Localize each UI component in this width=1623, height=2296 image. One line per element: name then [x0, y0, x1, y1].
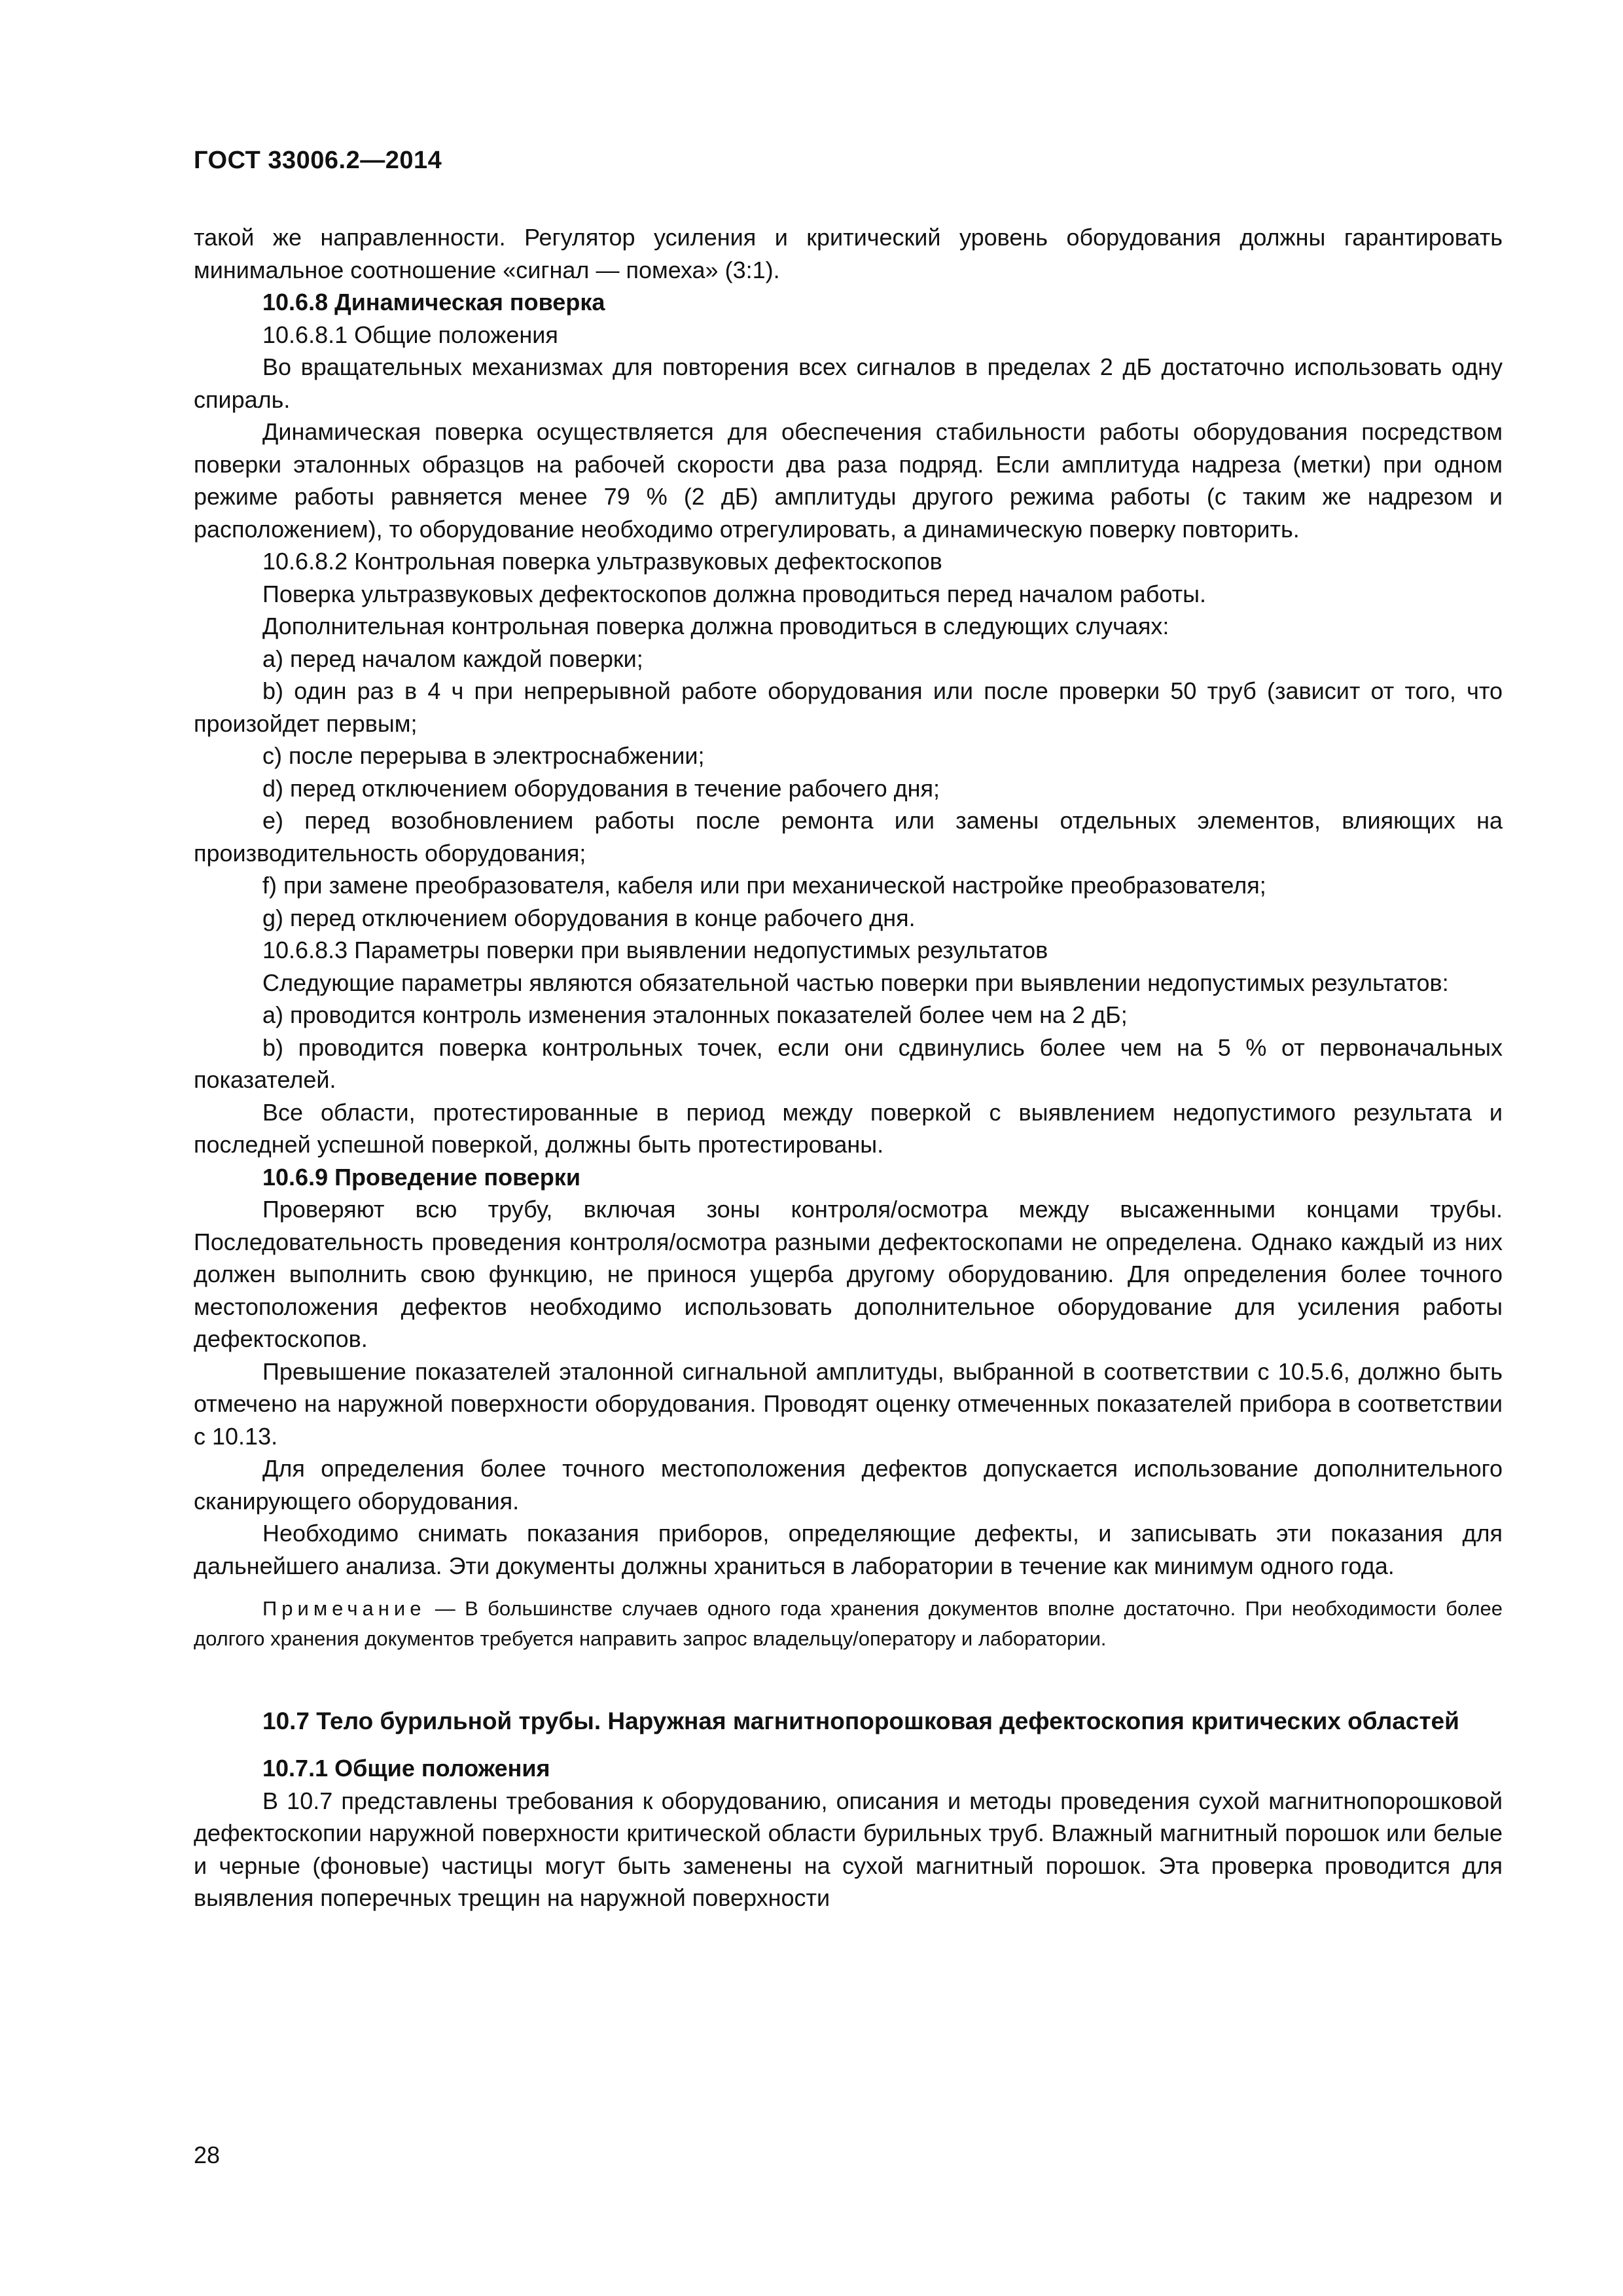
heading-10-6-8-3: 10.6.8.3 Параметры поверки при выявлении недопустимых результатов — [262, 937, 1048, 963]
paragraph: Во вращательных механизмах для повторения всех сигналов в пределах 2 дБ достаточно использовать одну спираль. — [194, 353, 1503, 413]
list-item: c) после перерыва в электроснабжении; — [262, 742, 705, 769]
note — [194, 1594, 1503, 1654]
document-body — [194, 221, 1503, 1914]
list-item: b) проводится поверка контрольных точек, если они сдвинулись более чем на 5 % от первоначальных показателей. — [194, 1033, 1503, 1093]
paragraph: Следующие параметры являются обязательной частью поверки при выявлении недопустимых результатов: — [262, 969, 1449, 996]
paragraph: Превышение показателей эталонной сигнальной амплитуды, выбранной в соответствии с 10.5.6, должно быть отмечено на наружной поверхности оборудования. Проводят оценку отмеченных показателей прибора в соответствии с 10.13. — [194, 1357, 1503, 1450]
paragraph: такой же направленности. Регулятор усиления и критический уровень оборудования должны гарантировать минимальное соотношение «сигнал — помеха» (3:1). — [194, 224, 1503, 283]
paragraph: Дополнительная контрольная поверка должна проводиться в следующих случаях: — [262, 613, 1169, 639]
paragraph: Поверка ультразвуковых дефектоскопов должна проводиться перед началом работы. — [262, 580, 1206, 607]
paragraph: Для определения более точного местоположения дефектов допускается использование дополнительного сканирующего оборудования. — [194, 1455, 1503, 1515]
standard-header: ГОСТ 33006.2—2014 — [194, 147, 442, 174]
list-item: e) перед возобновлением работы после ремонта или замены отдельных элементов, влияющих на производительность оборудования; — [194, 807, 1503, 867]
note-label: Примечание — [262, 1597, 426, 1620]
list-item: g) перед отключением оборудования в конце рабочего дня. — [262, 904, 916, 931]
paragraph: Необходимо снимать показания приборов, определяющие дефекты, и записывать эти показания для дальнейшего анализа. Эти документы должны храниться в лаборатории в течение как минимум одного года. — [194, 1520, 1503, 1579]
heading-10-6-8-1: 10.6.8.1 Общие положения — [262, 321, 558, 348]
paragraph: Все области, протестированные в период между поверкой с выявлением недопустимого результата и последней успешной поверкой, должны быть протестированы. — [194, 1098, 1503, 1158]
paragraph: Динамическая поверка осуществляется для обеспечения стабильности работы оборудования посредством поверки эталонных образцов на рабочей скорости два раза подряд. Если амплитуда надреза (метки) при одном режиме работы равняется менее 79 % (2 дБ) амплитуды другого режима работы (с таким же надрезом и расположением), то оборудование необходимо отрегулировать, а динамическую поверку повторить. — [194, 418, 1503, 543]
list-item: b) один раз в 4 ч при непрерывной работе оборудования или после проверки 50 труб (зависит от того, что произойдет первым; — [194, 677, 1503, 737]
page-number: 28 — [194, 2142, 221, 2168]
heading-10-6-8-2: 10.6.8.2 Контрольная поверка ультразвуковых дефектоскопов — [262, 548, 942, 575]
paragraph: В 10.7 представлены требования к оборудованию, описания и методы проведения сухой магнитнопорошковой дефектоскопии наружной поверхности критической области бурильных труб. Влажный магнитный порошок или белые и черные (фоновые) частицы могут быть заменены на сухой магнитный порошок. Эта проверка проводится для выявления поперечных трещин на наружной поверхности — [194, 1787, 1503, 1911]
note-text: — В большинстве случаев одного года хранения документов вполне достаточно. При необходимости более долгого хранения документов требуется направить запрос владельцу/оператору и лаборатории. — [194, 1597, 1503, 1650]
list-item: d) перед отключением оборудования в течение рабочего дня; — [262, 774, 940, 802]
paragraph: Проверяют всю трубу, включая зоны контроля/осмотра между высаженными концами трубы. Последовательность проведения контроля/осмотра разными дефектоскопами не определена. Однако каждый из них должен выполнить свою функцию, не принося ущерба другому оборудованию. Для определения более точного местоположения дефектов необходимо использовать дополнительное оборудование для усиления работы дефектоскопов. — [194, 1196, 1503, 1352]
list-item: f) при замене преобразователя, кабеля или при механической настройке преобразователя; — [262, 872, 1266, 899]
heading-10-7: 10.7 Тело бурильной трубы. Наружная магнитнопорошковая дефектоскопия критических областей — [262, 1708, 1459, 1734]
heading-10-6-8: 10.6.8 Динамическая поверка — [262, 289, 605, 315]
list-item: a) проводится контроль изменения эталонных показателей более чем на 2 дБ; — [262, 1001, 1128, 1028]
list-item: a) перед началом каждой поверки; — [262, 645, 643, 672]
heading-10-6-9: 10.6.9 Проведение поверки — [262, 1163, 580, 1191]
document-page — [194, 0, 1503, 2296]
heading-10-7-1: 10.7.1 Общие положения — [262, 1755, 550, 1782]
